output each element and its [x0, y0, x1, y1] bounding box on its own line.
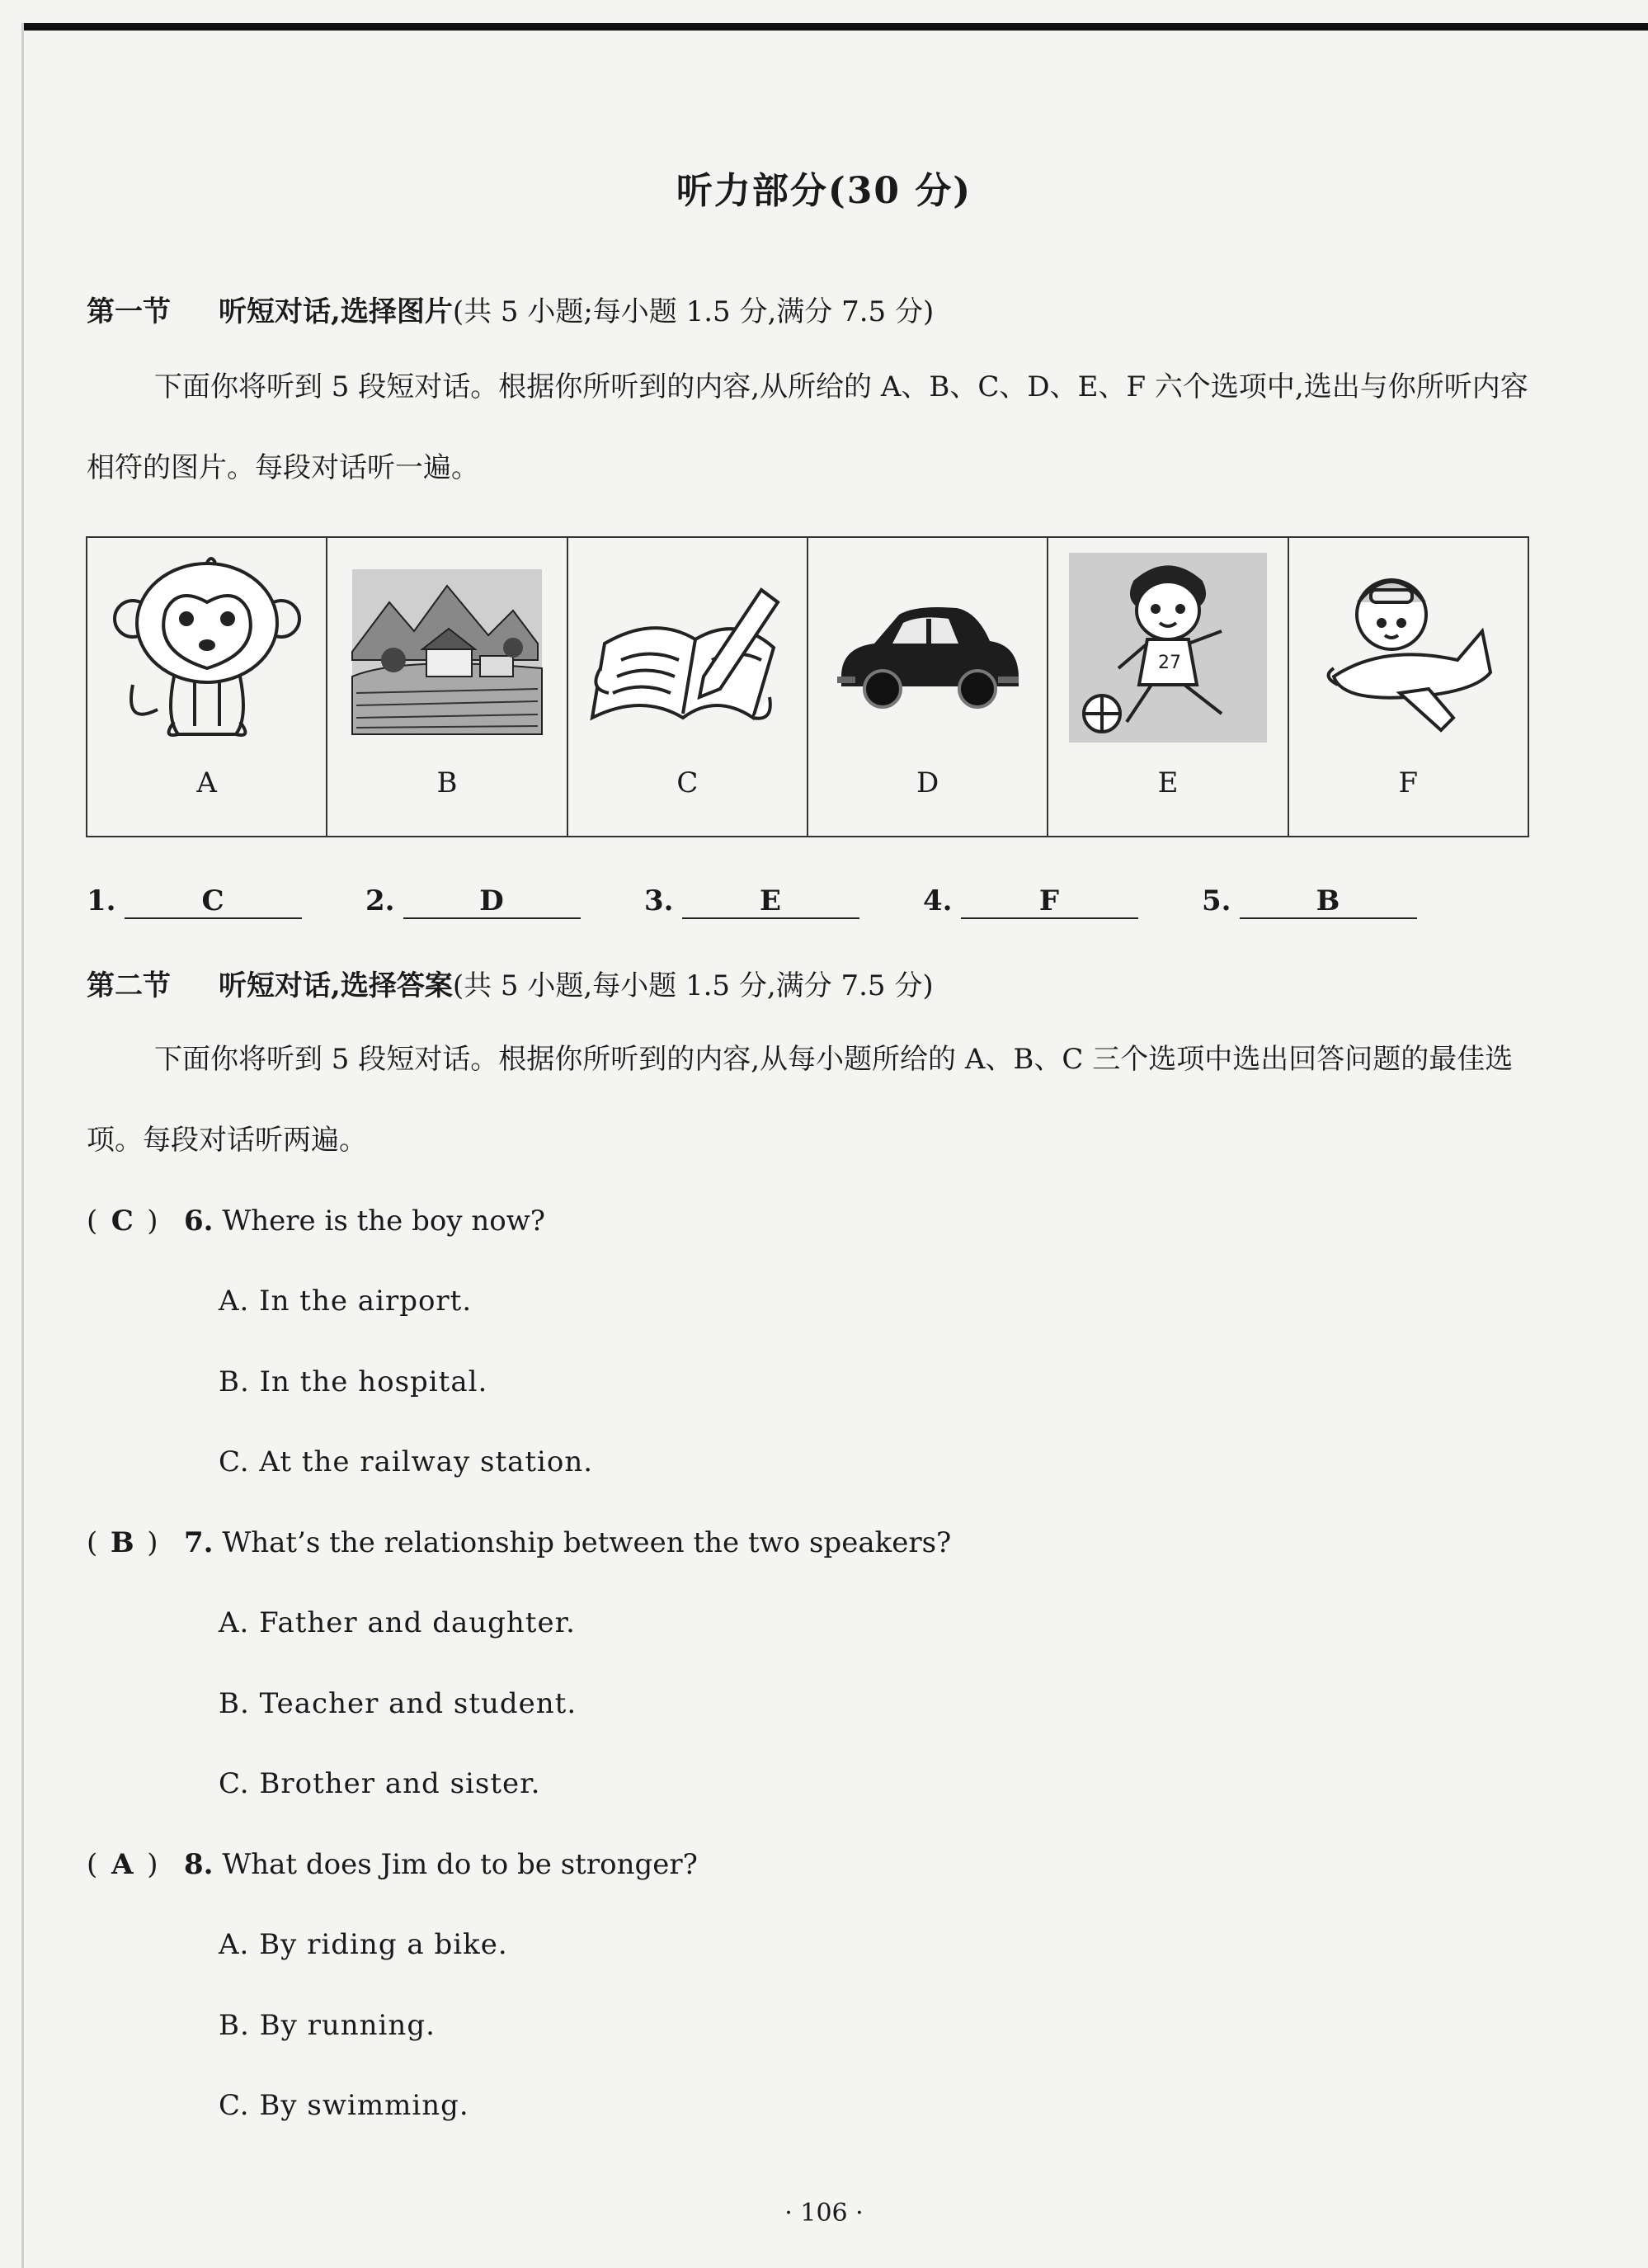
boy-basketball-icon: [1069, 553, 1267, 743]
answer-blank[interactable]: B: [1240, 884, 1417, 919]
monkey-icon: [108, 553, 306, 743]
picture-label-a: A: [196, 766, 217, 799]
question-number: 7.: [184, 1526, 214, 1559]
page-title: 听力部分(30 分): [676, 170, 972, 212]
answer-number: 3.: [644, 884, 674, 917]
answer-number: 4.: [923, 884, 953, 917]
picture-cell-a: [87, 537, 327, 837]
section1-number: 第一节: [87, 295, 171, 328]
car-icon: [829, 553, 1027, 743]
answer-2: [365, 884, 581, 919]
notebook-pencil-icon: [588, 553, 786, 743]
question-number: 8.: [184, 1848, 214, 1881]
answer-paren: ( C ): [87, 1205, 158, 1238]
top-rule: [23, 23, 1648, 31]
answer-blank[interactable]: D: [403, 884, 581, 919]
answer-blank[interactable]: F: [961, 884, 1138, 919]
question-6: [87, 1205, 545, 1238]
answer-4: [923, 884, 1138, 919]
answer-number: 1.: [87, 884, 116, 917]
farm-landscape-icon: [348, 553, 546, 743]
section1-points: (共 5 小题;每小题 1.5 分,满分 7.5 分): [452, 295, 935, 328]
picture-options-table: [86, 536, 1529, 837]
section1-header: [87, 289, 934, 329]
section2-heading: 听短对话,选择答案: [219, 969, 453, 1002]
section2-instruction-block: [87, 1019, 1530, 1181]
picture-label-e: E: [1157, 766, 1179, 799]
section1-heading: 听短对话,选择图片: [219, 295, 453, 328]
question-7: [87, 1526, 951, 1559]
question-answer[interactable]: B: [110, 1526, 134, 1559]
option-a: A. Father and daughter.: [219, 1606, 576, 1639]
page-number: · 106 ·: [784, 2199, 864, 2228]
picture-cell-b: [327, 537, 567, 837]
answer-paren: ( B ): [87, 1526, 158, 1559]
picture-label-c: C: [676, 766, 699, 799]
question-text: Where is the boy now?: [222, 1205, 546, 1238]
section2-points: (共 5 小题,每小题 1.5 分,满分 7.5 分): [452, 969, 934, 1002]
section1-instruction-block: [87, 347, 1530, 508]
question-text: What does Jim do to be stronger?: [222, 1848, 698, 1881]
question-number: 6.: [184, 1205, 214, 1238]
section2-header: [87, 963, 934, 1003]
picture-label-d: D: [916, 766, 939, 799]
section1-instruction: 下面你将听到 5 段短对话。根据你所听到的内容,从所给的 A、B、C、D、E、F 六个选项中,选出与你所听内容相符的图片。每段对话听一遍。: [87, 370, 1528, 484]
section2-number: 第二节: [87, 969, 171, 1002]
option-b: B. In the hospital.: [219, 1365, 488, 1398]
page-edge: [21, 23, 24, 2268]
answer-number: 5.: [1202, 884, 1231, 917]
picture-cell-f: [1288, 537, 1528, 837]
picture-label-b: B: [436, 766, 458, 799]
question-answer[interactable]: A: [111, 1848, 134, 1881]
option-b: B. Teacher and student.: [219, 1687, 577, 1720]
answer-1: [87, 884, 302, 919]
answer-3: [644, 884, 859, 919]
option-a: A. In the airport.: [219, 1285, 473, 1318]
option-b: B. By running.: [219, 2009, 436, 2042]
picture-cell-d: [808, 537, 1048, 837]
answer-paren: ( A ): [87, 1848, 158, 1881]
picture-cell-e: [1048, 537, 1288, 837]
answer-number: 2.: [365, 884, 395, 917]
answer-blank[interactable]: C: [125, 884, 302, 919]
option-c: C. At the railway station.: [219, 1445, 594, 1478]
question-8: [87, 1848, 698, 1881]
picture-cell-c: [567, 537, 808, 837]
answer-5: [1202, 884, 1417, 919]
answer-blank[interactable]: E: [682, 884, 859, 919]
option-c: C. Brother and sister.: [219, 1767, 541, 1800]
svg-text:27: 27: [1157, 652, 1181, 673]
picture-label-f: F: [1398, 766, 1419, 799]
option-a: A. By riding a bike.: [219, 1928, 508, 1961]
question-answer[interactable]: C: [111, 1205, 134, 1238]
question-text: What’s the relationship between the two speakers?: [222, 1526, 952, 1559]
option-c: C. By swimming.: [219, 2089, 469, 2122]
pilot-plane-icon: [1309, 553, 1507, 743]
section2-instruction: 下面你将听到 5 段短对话。根据你所听到的内容,从每小题所给的 A、B、C 三个选项中选出回答问题的最佳选项。每段对话听两遍。: [87, 1043, 1514, 1157]
